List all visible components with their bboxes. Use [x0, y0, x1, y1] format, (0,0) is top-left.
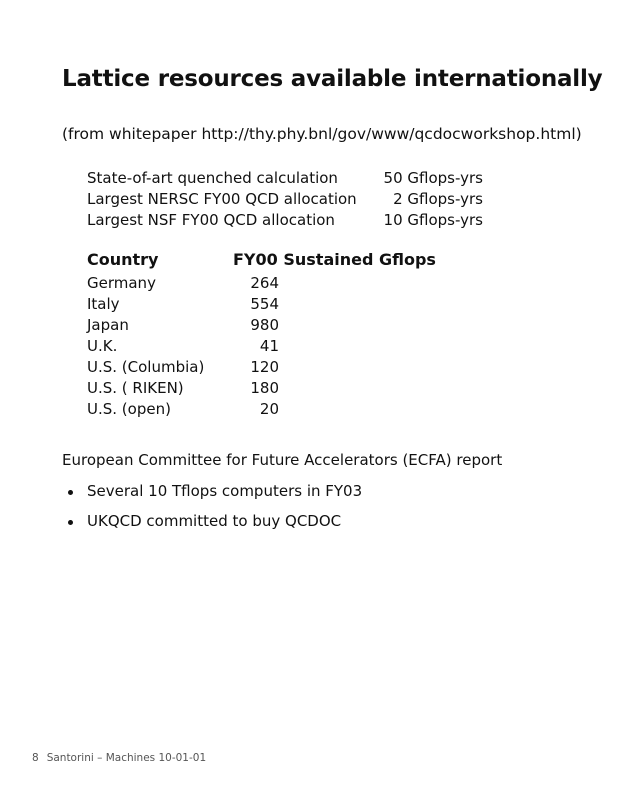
country-name: U.S. (open) [87, 400, 171, 418]
country-gflops: 980 [250, 316, 279, 334]
resource-value: 10 Gflops-yrs [383, 211, 483, 229]
bullet-icon [68, 520, 73, 525]
country-gflops: 180 [250, 379, 279, 397]
bullet-text: Several 10 Tflops computers in FY03 [87, 482, 363, 500]
country-name: Italy [87, 295, 120, 313]
resource-label: Largest NSF FY00 QCD allocation [87, 211, 335, 229]
source-note: (from whitepaper http://thy.phy.bnl/gov/www/qcdocworkshop.html) [62, 125, 582, 143]
country-gflops: 554 [250, 295, 279, 313]
country-gflops: 20 [259, 400, 279, 418]
resource-value: 2 Gflops-yrs [393, 190, 483, 208]
country-gflops: 120 [250, 358, 279, 376]
country-name: Germany [87, 274, 156, 292]
country-name: U.K. [87, 337, 118, 355]
resource-value: 50 Gflops-yrs [383, 169, 483, 187]
country-gflops: 41 [259, 337, 279, 355]
country-name: U.S. ( RIKEN) [87, 379, 184, 397]
slide-title: Lattice resources available internationally [62, 66, 603, 92]
resource-label: Largest NERSC FY00 QCD allocation [87, 190, 357, 208]
column-header-gflops: FY00 Sustained Gflops [233, 250, 436, 269]
bullet-icon [68, 490, 73, 495]
slide-footer [32, 752, 214, 764]
column-header-country: Country [87, 250, 159, 269]
bullet-text: UKQCD committed to buy QCDOC [87, 512, 342, 530]
country-name: U.S. (Columbia) [87, 358, 205, 376]
page-number: 8 [32, 752, 39, 764]
resource-label: State-of-art quenched calculation [87, 169, 338, 187]
country-name: Japan [87, 316, 129, 334]
country-gflops: 264 [250, 274, 279, 292]
ecfa-heading: European Committee for Future Accelerators (ECFA) report [62, 451, 503, 469]
footer-text: Santorini – Machines 10-01-01 [46, 752, 207, 764]
